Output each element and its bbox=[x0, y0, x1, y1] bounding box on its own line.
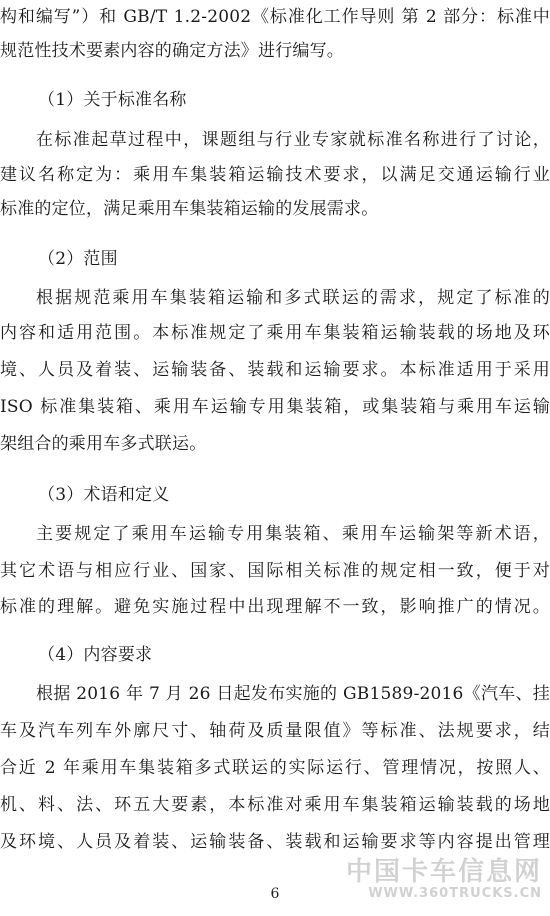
text-line: 建议名称定为：乘用车集装箱运输技术要求，以满足交通运输行业 bbox=[0, 165, 550, 185]
text-line: 规范性技术要素内容的确定方法》进行编写。 bbox=[0, 41, 344, 61]
text-line: 其它术语与相应行业、国家、国际相关标准的规定相一致，便于对 bbox=[0, 561, 550, 581]
text-line: 构和编写”）和 GB/T 1.2-2002《标准化工作导则 第 2 部分：标准中 bbox=[0, 7, 550, 27]
section-heading: （2）范围 bbox=[38, 249, 118, 269]
section-heading: （3）术语和定义 bbox=[38, 485, 170, 505]
text-line: 及环境、人员及着装、运输装备、装载和运输要求等内容提出管理 bbox=[0, 832, 550, 852]
text-line: 标准的定位，满足乘用车集装箱运输的发展需求。 bbox=[0, 199, 379, 219]
text-line: 内容和适用范围。本标准规定了乘用车集装箱运输装载的场地及环 bbox=[0, 323, 550, 343]
text-line: 在标准起草过程中，课题组与行业专家就标准名称进行了讨论， bbox=[36, 130, 550, 150]
text-line: 根据 2016 年 7 月 26 日起发布实施的 GB1589-2016《汽车、挂 bbox=[36, 684, 550, 704]
section-heading: （4）内容要求 bbox=[38, 645, 153, 665]
text-line: 标准的理解。避免实施过程中出现理解不一致，影响推广的情况。 bbox=[0, 597, 550, 617]
text-line: 主要规定了乘用车运输专用集装箱、乘用车运输架等新术语， bbox=[36, 524, 550, 544]
section-heading: （1）关于标准名称 bbox=[38, 90, 187, 110]
text-line: 架组合的乘用车多式联运。 bbox=[0, 434, 207, 454]
watermark-title: 中国卡车信息网 bbox=[345, 857, 542, 887]
text-line: 境、人员及着装、运输装备、装载和运输要求。本标准适用于采用 bbox=[0, 360, 550, 380]
text-line: 机、料、法、环五大要素，本标准对乘用车集装箱运输装载的场地 bbox=[0, 795, 550, 815]
watermark-url: WWW.360TRUCKS.CN bbox=[368, 886, 542, 901]
text-line: 根据规范乘用车集装箱运输和多式联运的需求，规定了标准的 bbox=[36, 288, 550, 308]
page-number: 6 bbox=[270, 886, 280, 902]
text-line: ISO 标准集装箱、乘用车运输专用集装箱，或集装箱与乘用车运输 bbox=[0, 397, 550, 417]
text-line: 车及汽车列车外廓尺寸、轴荷及质量限值》等标准、法规要求，结 bbox=[0, 721, 550, 741]
text-line: 合近 2 年乘用车集装箱多式联运的实际运行、管理情况，按照人、 bbox=[0, 758, 550, 778]
